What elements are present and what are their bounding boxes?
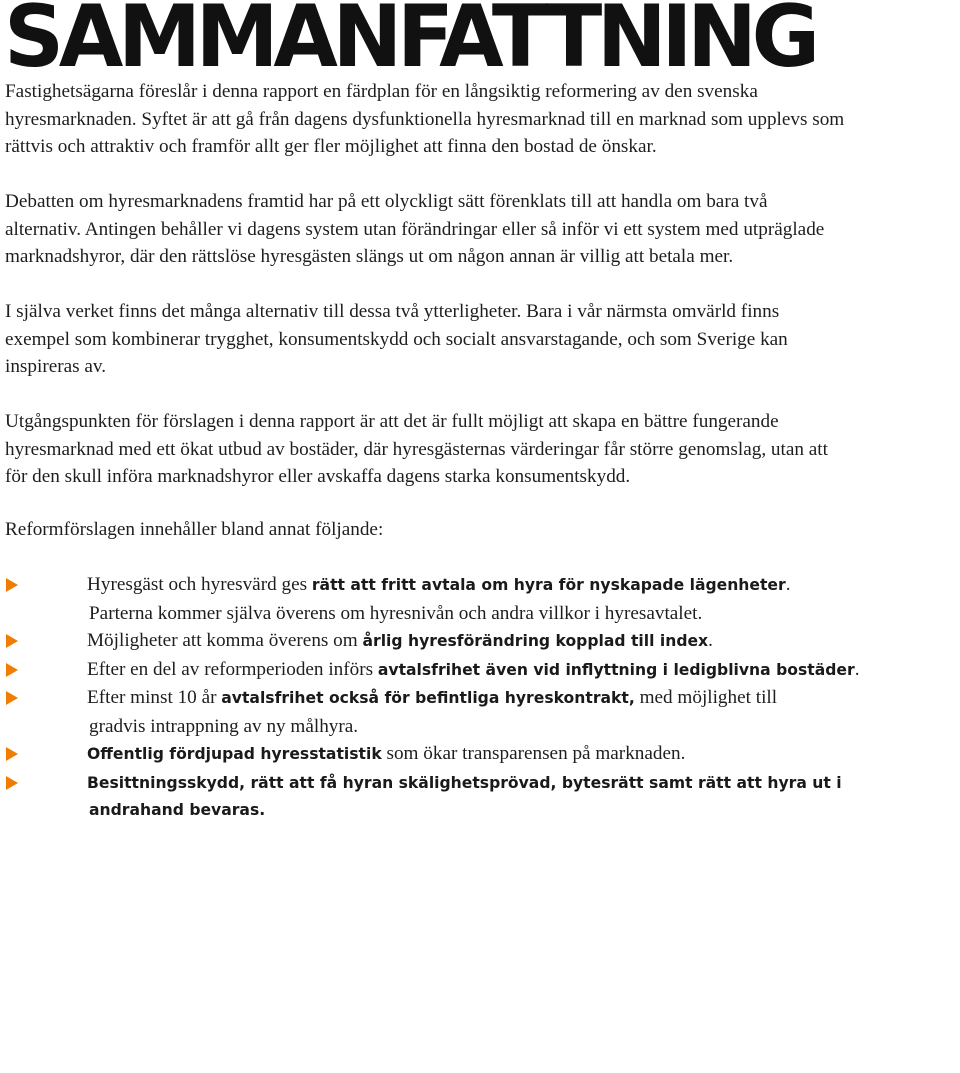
- list-item: [0, 769, 950, 825]
- list-item-text: Hyresgäst och hyresvärd ges: [87, 574, 312, 595]
- list-item-text: med möjlighet till: [634, 687, 778, 708]
- list-item-text: Efter minst 10 år: [87, 687, 222, 708]
- list-item: [0, 684, 950, 740]
- list-item-text: som ökar transparensen på marknaden.: [381, 743, 686, 764]
- page-title: SAMMANFATTNING: [4, 0, 815, 87]
- reform-proposals-list: [0, 571, 950, 825]
- list-item-text: .: [708, 630, 713, 651]
- alternatives-paragraph: I själva verket finns det många alternativ till dessa två ytterligheter. Bara i vår närmsta omvärld finns exempel som kombinerar trygghet, konsumentskydd och socialt ansvarstagande, och som Sverige kan inspireras av.: [5, 301, 788, 377]
- list-item-continuation: andrahand bevaras.: [89, 801, 266, 819]
- list-item-continuation: Parterna kommer själva överens om hyresnivån och andra villkor i hyresavtalet.: [89, 602, 703, 624]
- list-item-text: .: [785, 574, 791, 595]
- starting-point-paragraph: Utgångspunkten för förslagen i denna rapport är att det är fullt möjligt att skapa en bättre fungerande hyresmarknad med ett ökat utbud av bostäder, där hyresgästernas värderingar får större genomslag, utan att för den skull införa marknadshyror eller avskaffa dagens starka konsumentskydd.: [5, 411, 828, 487]
- orange-arrow-bullet-icon: [6, 578, 18, 592]
- list-item-bold-text: avtalsfrihet också för befintliga hyreskontrakt,: [221, 689, 635, 707]
- list-item: [0, 656, 950, 685]
- debate-paragraph: Debatten om hyresmarknadens framtid har på ett olyckligt sätt förenklats till att handla om bara två alternativ. Antingen behåller vi dagens system utan förändringar eller så inför vi ett system med utpräglade marknadshyror, där den rättslöse hyresgästen slängs ut om någon annan är villig att betala mer.: [5, 191, 825, 267]
- list-item-bold-text: avtalsfrihet även vid inflyttning i ledigblivna bostäder: [377, 660, 855, 679]
- list-item-continuation: gradvis intrappning av ny målhyra.: [89, 715, 359, 737]
- list-item: [0, 571, 950, 627]
- list-item-text: Efter en del av reformperioden införs: [87, 658, 378, 680]
- proposals-intro-paragraph: Reformförslagen innehåller bland annat följande:: [5, 519, 384, 540]
- orange-arrow-bullet-icon: [6, 747, 18, 761]
- intro-paragraph: Fastighetsägarna föreslår i denna rapport en färdplan för en långsiktig reformering av den svenska hyresmarknaden. Syftet är att gå från dagens dysfunktionella hyresmarknad till en marknad som upplevs som rättvis och attraktiv och framför allt ger fler möjlighet att finna den bostad de önskar.: [5, 81, 845, 157]
- list-item-bold-text: rätt att fritt avtala om hyra för nyskapade lägenheter: [311, 576, 786, 594]
- list-item-bold-text: Offentlig fördjupad hyresstatistik: [87, 745, 382, 763]
- orange-arrow-bullet-icon: [6, 691, 18, 705]
- orange-arrow-bullet-icon: [6, 663, 18, 677]
- list-item-text: .: [854, 658, 860, 680]
- orange-arrow-bullet-icon: [6, 776, 18, 790]
- list-item-bold-text: årlig hyresförändring kopplad till index: [362, 632, 709, 650]
- orange-arrow-bullet-icon: [6, 634, 18, 648]
- list-item: [0, 627, 950, 656]
- list-item-text: Möjligheter att komma överens om: [87, 630, 363, 651]
- list-item-bold-text: Besittningsskydd, rätt att få hyran skälighetsprövad, bytesrätt samt rätt att hyra ut i: [87, 773, 842, 792]
- list-item: [0, 740, 950, 769]
